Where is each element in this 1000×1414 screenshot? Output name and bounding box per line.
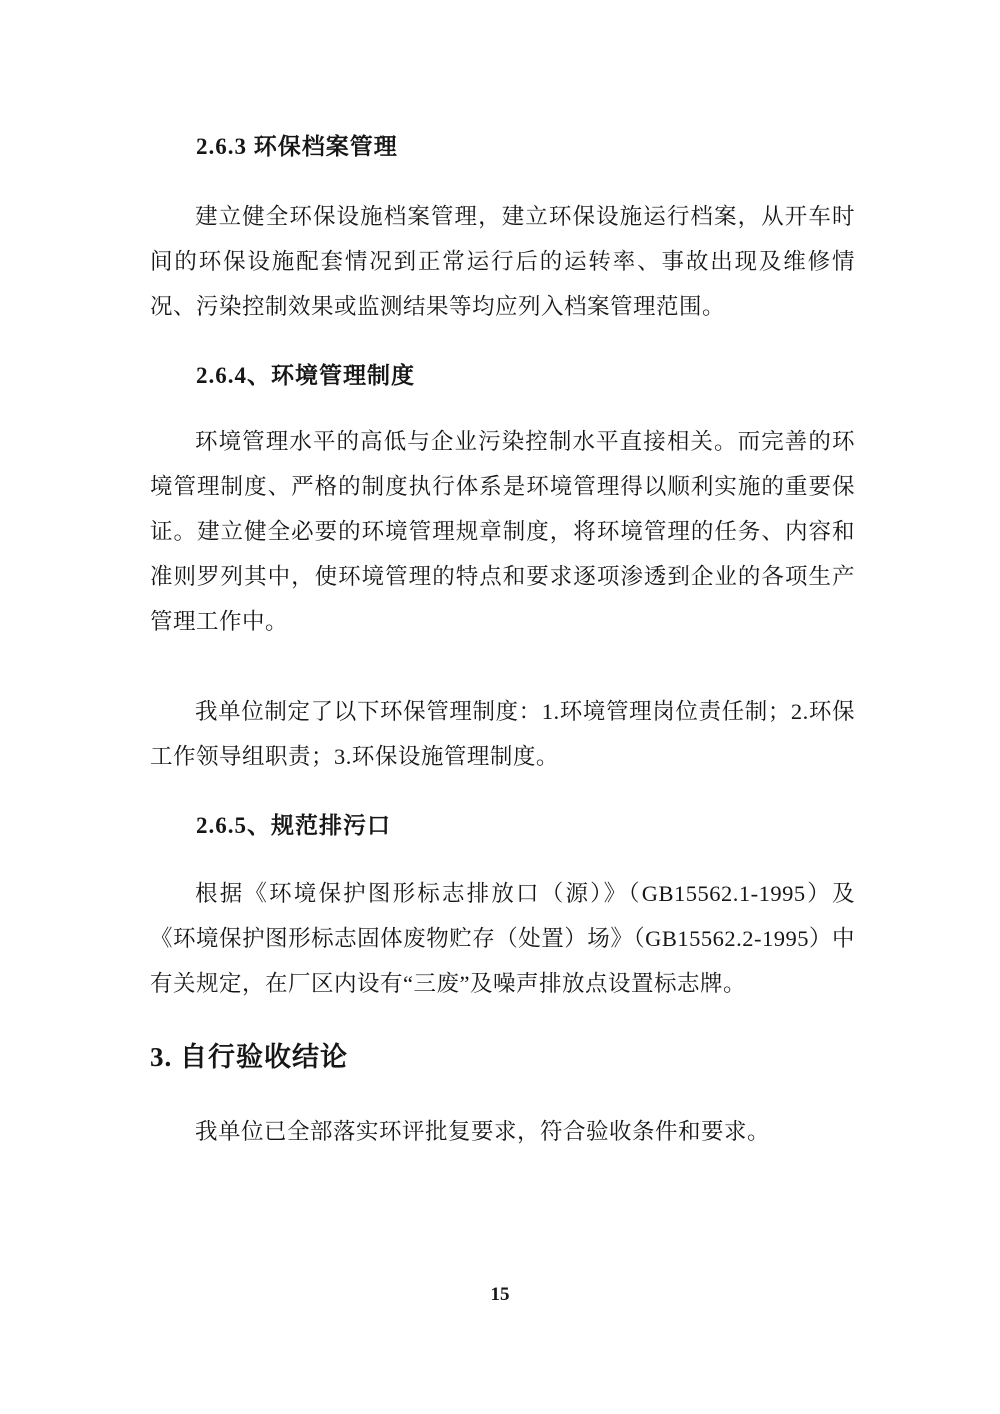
paragraph: 我单位已全部落实环评批复要求，符合验收条件和要求。 — [195, 1119, 771, 1144]
section-heading-2-6-3: 2.6.3 环保档案管理 — [196, 134, 398, 159]
section-heading-3: 3. 自行验收结论 — [150, 1042, 348, 1072]
paragraph: 环境管理水平的高低与企业污染控制水平直接相关。而完善的环境管理制度、严格的制度执行体系是环境管理得以顺利实施的重要保证。建立健全必要的环境管理规章制度，将环境管理的任务、内容和准则罗列其中，使环境管理的特点和要求逐项渗透到企业的各项生产管理工作中。 — [150, 429, 855, 634]
page-number: 15 — [490, 1284, 510, 1305]
section-heading-2-6-5: 2.6.5、规范排污口 — [196, 813, 391, 838]
document-body — [150, 0, 855, 1154]
section-heading-2-6-4: 2.6.4、环境管理制度 — [196, 363, 415, 388]
paragraph: 建立健全环保设施档案管理，建立环保设施运行档案，从开车时间的环保设施配套情况到正常运行后的运转率、事故出现及维修情况、污染控制效果或监测结果等均应列入档案管理范围。 — [150, 204, 855, 319]
paragraph: 我单位制定了以下环保管理制度：1.环境管理岗位责任制；2.环保工作领导组职责；3.环保设施管理制度。 — [150, 699, 855, 769]
paragraph: 根据《环境保护图形标志排放口（源）》（GB15562.1-1995）及《环境保护图形标志固体废物贮存（处置）场》（GB15562.2-1995）中有关规定，在厂区内设有“三废”及噪声排放点设置标志牌。 — [150, 881, 855, 996]
